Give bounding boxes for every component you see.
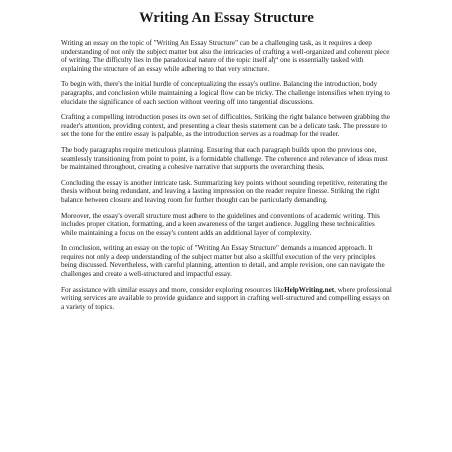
- helpwriting-link[interactable]: HelpWriting.net: [284, 285, 335, 294]
- document-title: Writing An Essay Structure: [139, 10, 314, 26]
- paragraph-outline: To begin with, there's the initial hurdle of conceptualizing the essay's outline. Balancing the introduction, body paragraphs, and conclusion while maintaining a logical flow can be tricky. The challenge intensifies when trying to elucidate the significance of each section without veering off into tangential discussions.: [61, 80, 390, 106]
- assistance-text-before: For assistance with similar essays and more, consider exploring resources like: [61, 285, 285, 294]
- paragraph-intro: Writing an essay on the topic of "Writing An Essay Structure" can be a challenging task, as it requires a deep understanding of not only the subject matter but also the intricacies of crafting a well-organized and coherent piece of writing. The difficulty lies in the paradoxical nature of the topic itself aђ“ one is essentially tasked with explaining the structure of an essay while adhering to that very structure.: [61, 39, 390, 73]
- paragraph-assistance: [61, 286, 392, 312]
- paragraph-body: The body paragraphs require meticulous planning. Ensuring that each paragraph builds upon the previous one, seamlessly transitioning from point to point, is a formidable challenge. The coherence and relevance of ideas must be maintained throughout, creating a cohesive narrative that supports the overarching thesis.: [61, 145, 388, 172]
- assistance-text-after: , where professional writing services are available to provide guidance and support in crafting well-structured and compelling essays on a variety of topics.: [61, 285, 392, 311]
- paragraph-structure: Moreover, the essay's overall structure must adhere to the guidelines and conventions of academic writing. This includes proper citation, formatting, and a keen awareness of the target audience. Juggling these technicalities while maintaining a focus on the essay's content adds an additional layer of complexity.: [61, 211, 380, 237]
- paragraph-concluding: Concluding the essay is another intricate task. Summarizing key points without sounding repetitive, reiterating the thesis without being redundant, and leaving a lasting impression on the reader require finesse. Striking the right balance between closure and leaving room for further thought can be particularly demanding.: [61, 178, 388, 204]
- paragraph-conclusion: In conclusion, writing an essay on the topic of "Writing An Essay Structure" demands a nuanced approach. It requires not only a deep understanding of the subject matter but also a skillful execution of the very principles being discussed. Nevertheless, with careful planning, attention to detail, and ample revision, one can navigate the challenges and create a well-structured and impactful essay.: [61, 244, 385, 279]
- paragraph-introduction: Crafting a compelling introduction poses its own set of difficulties. Striking the right balance between grabbing the reader's attention, providing context, and presenting a clear thesis statement can be a delicate task. The pressure to set the tone for the entire essay is palpable, as the introduction serves as a roadmap for the reader.: [61, 113, 390, 139]
